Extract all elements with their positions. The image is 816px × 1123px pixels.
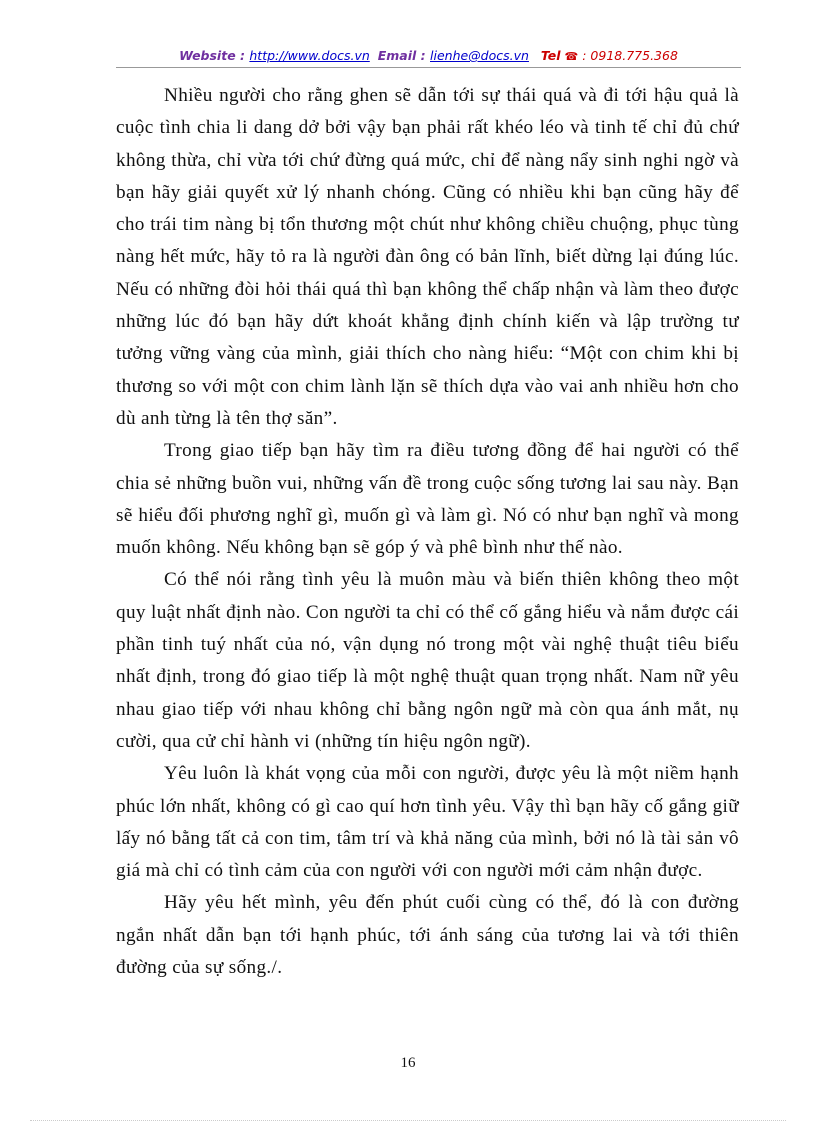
header-divider <box>116 67 741 68</box>
page-header <box>116 46 741 68</box>
tel-label: Tel <box>540 48 561 63</box>
phone-icon: ☎ <box>564 50 579 63</box>
email-link[interactable]: lienhe@docs.vn <box>430 48 529 63</box>
paragraph-2: Trong giao tiếp bạn hãy tìm ra điều tương đồng để hai người có thể chia sẻ những buồn vui, những vấn đề trong cuộc sống tương lai sau này. Bạn sẽ hiểu đối phương nghĩ gì, muốn gì và làm gì. Nó có như bạn nghĩ và mong muốn không. Nếu không bạn sẽ góp ý và phê bình như thế nào. <box>116 440 739 559</box>
paragraph-1: Nhiều người cho rằng ghen sẽ dẫn tới sự thái quá và đi tới hậu quả là cuộc tình chia li dang dở bởi vậy bạn phải rất khéo léo và tinh tế chỉ đủ chứ không thừa, chỉ vừa tới chứ đừng quá mức, chỉ để nàng nẩy sinh nghi ngờ và bạn hãy giải quyết xử lý nhanh chóng. Cũng có nhiều khi bạn cũng hãy để cho trái tim nàng bị tổn thương một chút như không chiều chuộng, phục tùng nàng hết mức, hãy tỏ ra là người đàn ông có bản lĩnh, biết dừng lại đúng lúc. Nếu có những đòi hỏi thái quá thì bạn không thể chấp nhận và làm theo được những lúc đó bạn hãy dứt khoát khẳng định chính kiến và lập trường tư tưởng vững vàng của mình, giải thích cho nàng hiểu: “Một con chim khi bị thương so với một con chim lành lặn sẽ thích dựa vào vai anh nhiều hơn cho dù anh từng là tên thợ săn”. <box>116 85 739 429</box>
page-bottom-divider <box>30 1120 786 1121</box>
document-body <box>116 80 739 984</box>
email-separator: : <box>416 48 431 63</box>
paragraph-3: Có thể nói rằng tình yêu là muôn màu và biến thiên không theo một quy luật nhất định nào. Con người ta chỉ có thể cố gắng hiểu và nắm được cái phần tinh tuý nhất của nó, vận dụng nó trong một vài nghệ thuật tiêu biểu nhất định, trong đó giao tiếp là một nghệ thuật quan trọng nhất. Nam nữ yêu nhau giao tiếp với nhau không chỉ bằng ngôn ngữ mà còn qua ánh mắt, nụ cười, qua cử chỉ hành vi (những tín hiệu ngôn ngữ). <box>116 569 739 752</box>
page-number: 16 <box>400 1055 416 1071</box>
tel-number: 0918.775.368 <box>590 48 678 63</box>
website-separator: : <box>235 48 250 63</box>
tel-separator: : <box>578 48 591 63</box>
email-label: Email <box>377 48 417 63</box>
paragraph-4: Yêu luôn là khát vọng của mỗi con người, được yêu là một niềm hạnh phúc lớn nhất, không có gì cao quí hơn tình yêu. Vậy thì bạn hãy cố gắng giữ lấy nó bằng tất cả con tim, tâm trí và khả năng của mình, bởi nó là tài sản vô giá mà chỉ có tình cảm của con người với con người mới cảm nhận được. <box>116 763 739 882</box>
website-label: Website <box>179 48 236 63</box>
website-link[interactable]: http://www.docs.vn <box>249 48 370 63</box>
paragraph-5: Hãy yêu hết mình, yêu đến phút cuối cùng có thể, đó là con đường ngắn nhất dẫn bạn tới hạnh phúc, tới ánh sáng của tương lai và tới thiên đường của sự sống./. <box>116 892 739 979</box>
